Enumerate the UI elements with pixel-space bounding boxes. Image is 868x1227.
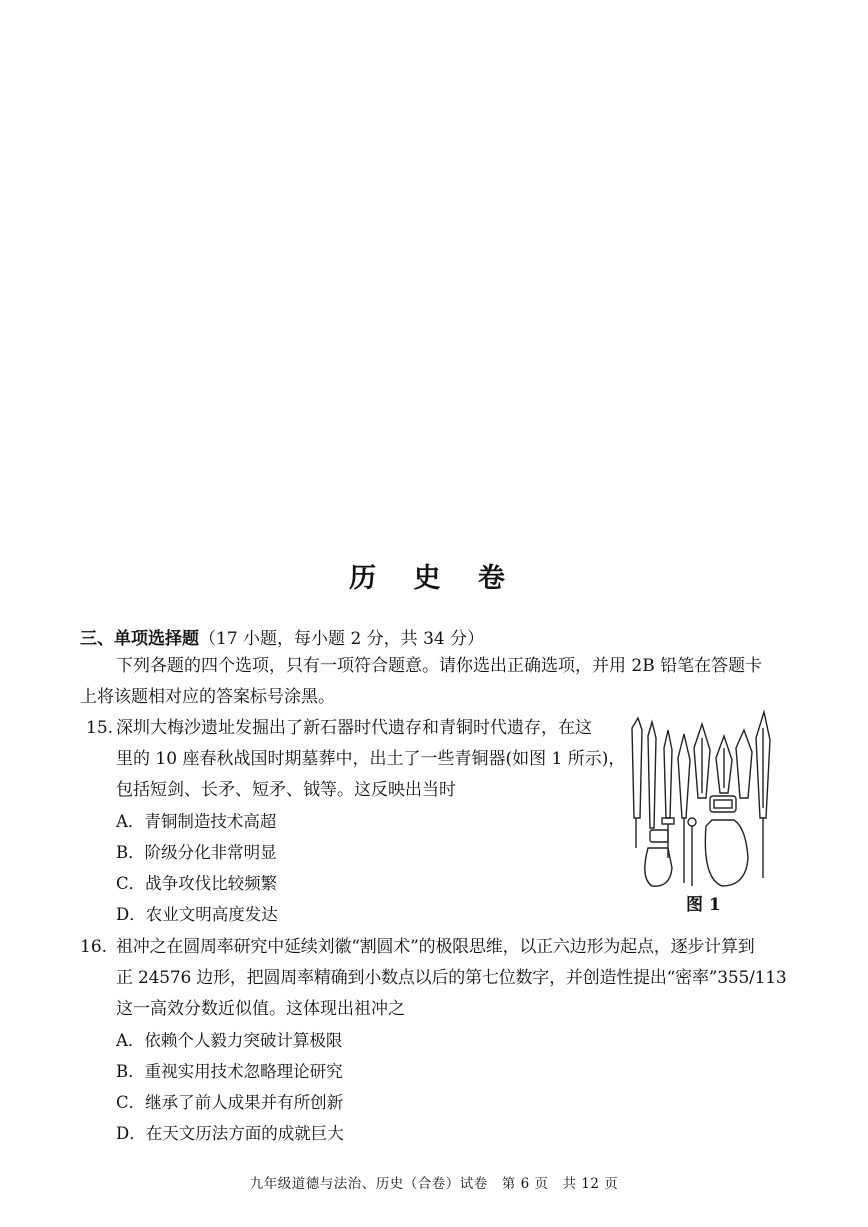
small-fitting (650, 830, 668, 842)
q16-stem-line-1: 祖冲之在圆周率研究中延续刘徽“割圆术”的极限思维，以正六边形为起点，逐步计算到 (116, 937, 755, 957)
instructions-line-2: 上将该题相对应的答案标号涂黑。 (80, 687, 335, 707)
q16-option-a: A．依赖个人毅力突破计算极限 (116, 1031, 343, 1050)
figure-caption: 图 1 (686, 895, 721, 915)
spear-2-shape (648, 722, 656, 828)
yue-axe-blade (705, 820, 748, 886)
bronze-weapons-illustration (622, 708, 772, 898)
dagger-1-shape (664, 730, 672, 818)
q15-stem-line-2: 里的 10 座春秋战国时期墓葬中，出土了一些青铜器(如图 1 所示)， (116, 749, 626, 769)
instructions-line-1: 下列各题的四个选项，只有一项符合题意。请你选出正确选项，并用 2B 铅笔在答题卡 (116, 656, 763, 676)
q15-stem-line-3: 包括短剑、长矛、短矛、钺等。这反映出当时 (116, 780, 456, 800)
page-footer: 九年级道德与法治、历史（合卷）试卷 第 6 页 共 12 页 (249, 1176, 619, 1192)
dagger-1-guard (662, 818, 674, 824)
q16-option-d: D．在天文历法方面的成就巨大 (116, 1124, 344, 1143)
spear-5-shape (736, 730, 752, 798)
q16-stem-line-2: 正 24576 边形，把圆周率精确到小数点以后的第七位数字，并创造性提出“密率”355/113 (116, 968, 787, 988)
q16-number: 16. (80, 937, 108, 957)
q16-stem-line-3: 这一高效分数近似值。这体现出祖冲之 (116, 999, 405, 1019)
q15-option-c: C．战争攻伐比较频繁 (116, 874, 278, 893)
q16-option-b: B．重视实用技术忽略理论研究 (116, 1062, 343, 1081)
q15-option-b: B．阶级分化非常明显 (116, 843, 277, 862)
q15-number: 15. (86, 718, 114, 738)
q15-stem-line-1: 深圳大梅沙遗址发掘出了新石器时代遗存和青铜时代遗存，在这 (116, 718, 592, 738)
q15-option-a: A．青铜制造技术高超 (116, 812, 277, 831)
section-note: （17 小题，每小题 2 分，共 34 分） (199, 629, 485, 649)
section-header (80, 624, 484, 649)
q16-option-c: C．继承了前人成果并有所创新 (116, 1093, 344, 1112)
dagger-2-shape (678, 734, 690, 818)
q15-option-d: D．农业文明高度发达 (116, 905, 278, 924)
spear-1-shape (632, 718, 642, 818)
section-heading: 三、单项选择题 (80, 629, 199, 649)
paper-title: 历 史 卷 (349, 563, 519, 594)
